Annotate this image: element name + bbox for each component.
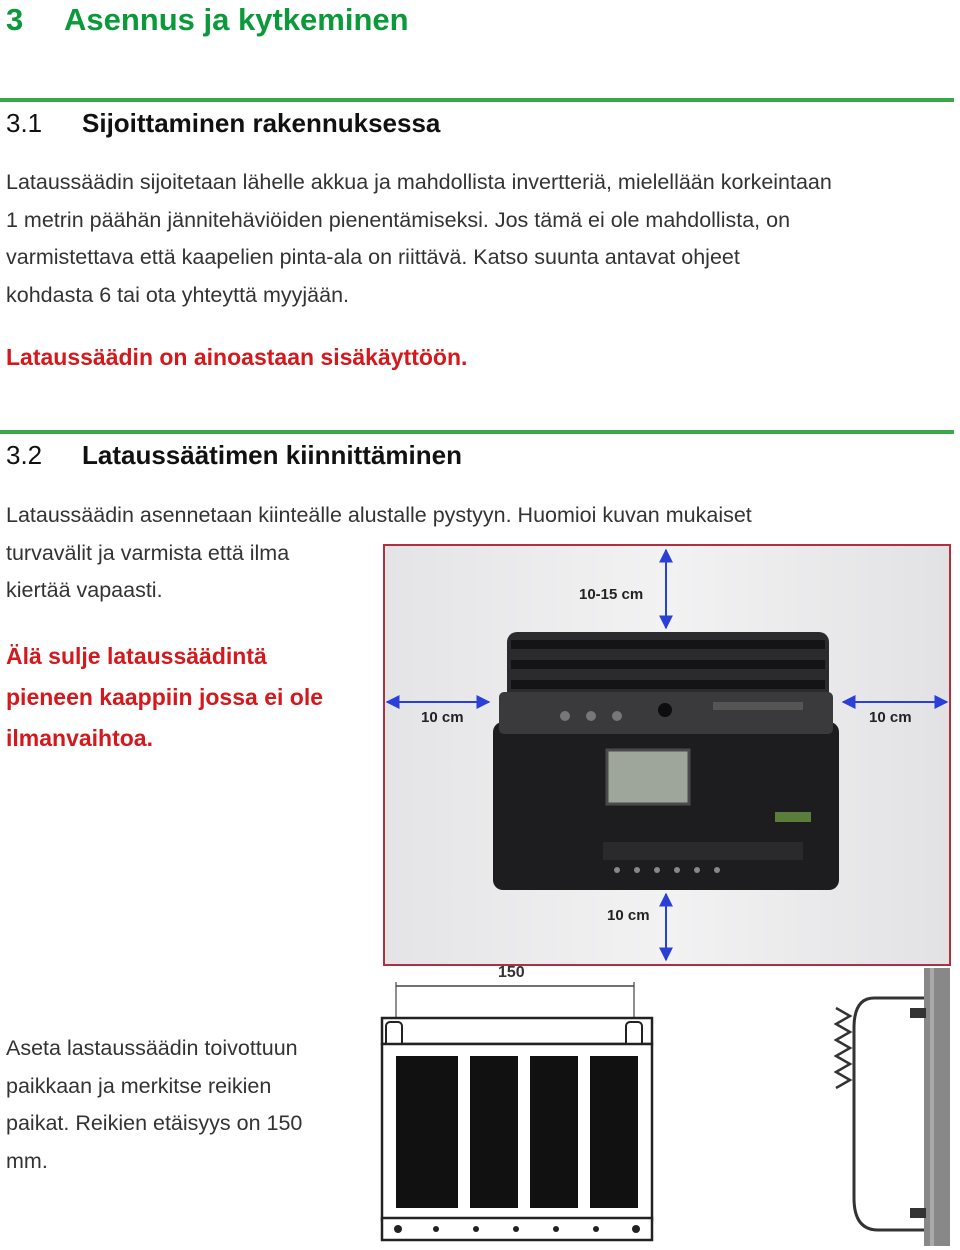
lcd-display bbox=[607, 750, 689, 804]
section-number: 3 bbox=[6, 2, 24, 37]
paragraph-line: 1 metrin päähän jännitehäviöiden pienentämiseksi. Jos tämä ei ole mahdollista, on bbox=[6, 207, 791, 232]
indoor-use-warning: Lataussäädin on ainoastaan sisäkäyttöön. bbox=[6, 344, 468, 370]
section-title: Asennus ja kytkeminen bbox=[64, 2, 409, 37]
subsection-number-1: 3.1 bbox=[6, 108, 43, 138]
paragraph-line: Aseta lastaussäädin toivottuun bbox=[6, 1036, 298, 1060]
paragraph-line: varmistettava että kaapelien pinta-ala on riittävä. Katso suunta antavat ohjeet bbox=[6, 245, 740, 269]
subsection-number-2: 3.2 bbox=[6, 440, 43, 470]
clearance-photo bbox=[383, 544, 951, 966]
paragraph-line: kiertää vapaasti. bbox=[6, 578, 163, 602]
paragraph-line: turvavälit ja varmista että ilma bbox=[6, 540, 290, 565]
left-clearance-label: 10 cm bbox=[421, 709, 464, 726]
section-heading bbox=[6, 2, 409, 38]
paragraph-line: Lataussäädin sijoitetaan lähelle akkua ja mahdollista invertteriä, mielellään korkeintaan bbox=[6, 170, 832, 194]
subsection-heading-2 bbox=[6, 440, 462, 471]
charge-controller bbox=[493, 632, 839, 890]
wall bbox=[924, 968, 950, 1246]
mounting-holes-paragraph bbox=[6, 1030, 302, 1180]
heading-rule-1 bbox=[0, 98, 954, 102]
heatsink-fins bbox=[396, 1056, 458, 1208]
subsection-heading-1 bbox=[6, 108, 440, 139]
mounting-front-drawing bbox=[376, 960, 660, 1244]
paragraph-line: paikat. Reikien etäisyys on 150 bbox=[6, 1111, 303, 1135]
warning-line: pieneen kaappiin jossa ei ole bbox=[6, 684, 324, 710]
warning-line: ilmanvaihtoa. bbox=[6, 725, 153, 751]
warning-line: Älä sulje lataussäädintä bbox=[6, 643, 267, 669]
hole-distance-label: 150 bbox=[498, 964, 525, 981]
mounting-side-drawing bbox=[820, 968, 956, 1246]
paragraph-line: mm. bbox=[6, 1148, 48, 1173]
paragraph-line: Lataussäädin asennetaan kiinteälle alustalle pystyyn. Huomioi kuvan mukaiset bbox=[6, 503, 752, 527]
bottom-clearance-label: 10 cm bbox=[607, 907, 650, 924]
heading-rule-2 bbox=[0, 430, 954, 434]
subsection-title-2: Lataussäätimen kiinnittäminen bbox=[82, 440, 462, 470]
side-fins bbox=[836, 1008, 850, 1088]
paragraph-line: paikkaan ja merkitse reikien bbox=[6, 1073, 272, 1098]
right-clearance-label: 10 cm bbox=[869, 709, 912, 726]
subsection-title-1: Sijoittaminen rakennuksessa bbox=[82, 108, 441, 138]
paragraph-line: kohdasta 6 tai ota yhteyttä myyjään. bbox=[6, 282, 350, 307]
placement-paragraph bbox=[6, 164, 832, 314]
ventilation-warning bbox=[6, 636, 323, 759]
controller-side-profile bbox=[854, 998, 924, 1230]
top-clearance-label: 10-15 cm bbox=[579, 586, 644, 603]
